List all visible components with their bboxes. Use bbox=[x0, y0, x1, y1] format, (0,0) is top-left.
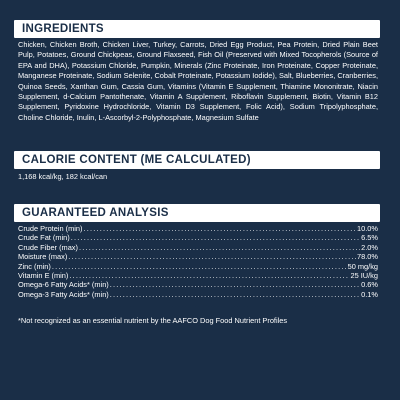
analysis-row bbox=[18, 233, 378, 242]
analysis-label: Crude Protein (min) bbox=[18, 224, 83, 233]
analysis-label: Crude Fiber (max) bbox=[18, 242, 78, 252]
analysis-value: 0.6% bbox=[361, 280, 378, 290]
dot-leader bbox=[110, 290, 360, 299]
dot-leader bbox=[83, 224, 356, 233]
dot-leader bbox=[69, 271, 349, 280]
analysis-label: Vitamin E (min) bbox=[18, 270, 69, 280]
analysis-row bbox=[18, 252, 378, 261]
analysis-label: Omega-6 Fatty Acids* (min) bbox=[18, 280, 109, 290]
analysis-value: 78.0% bbox=[357, 252, 378, 262]
analysis-value: 50 mg/kg bbox=[347, 261, 378, 271]
analysis-row bbox=[18, 224, 378, 233]
calorie-content: 1,168 kcal/kg, 182 kcal/can bbox=[18, 172, 108, 181]
dot-leader bbox=[52, 262, 347, 271]
analysis-value: 10.0% bbox=[357, 224, 378, 233]
analysis-heading: GUARANTEED ANALYSIS bbox=[14, 204, 380, 222]
analysis-value: 0.1% bbox=[361, 289, 378, 299]
calorie-heading: CALORIE CONTENT (ME CALCULATED) bbox=[14, 151, 380, 169]
analysis-label: Moisture (max) bbox=[18, 252, 68, 262]
analysis-row bbox=[18, 290, 378, 299]
analysis-label: Zinc (min) bbox=[18, 261, 51, 271]
analysis-row bbox=[18, 243, 378, 252]
analysis-row bbox=[18, 280, 378, 289]
dot-leader bbox=[71, 233, 360, 242]
analysis-value: 25 IU/kg bbox=[350, 270, 378, 280]
analysis-label: Crude Fat (min) bbox=[18, 233, 70, 243]
dot-leader bbox=[68, 252, 356, 261]
nutrition-panel bbox=[14, 0, 386, 400]
dot-leader bbox=[79, 243, 360, 252]
analysis-row bbox=[18, 271, 378, 280]
aafco-footnote: *Not recognized as an essential nutrient by the AAFCO Dog Food Nutrient Profiles bbox=[18, 316, 288, 325]
analysis-value: 6.5% bbox=[361, 233, 378, 243]
dot-leader bbox=[110, 280, 360, 289]
analysis-row bbox=[18, 262, 378, 271]
analysis-label: Omega-3 Fatty Acids* (min) bbox=[18, 289, 109, 299]
ingredients-heading: INGREDIENTS bbox=[14, 20, 380, 38]
guaranteed-analysis-table bbox=[18, 224, 378, 299]
ingredients-list: Chicken, Chicken Broth, Chicken Liver, Turkey, Carrots, Dried Egg Product, Pea Protein, Dried Plain Beet Pulp, Potatoes, Ground Chickpeas, Ground Flaxseed, Fish Oil (Preserved with Mixed Tocopherols (Source of EPA and DHA), Potassium Chloride, Pumpkin, Minerals (Zinc Proteinate, Iron Proteinate, Copper Proteinate, Manganese Proteinate, Sodium Selenite, Cobalt Proteinate, Potassium Iodide), Salt, Blueberries, Cranberries, Quinoa Seeds, Xanthan Gum, Cassia Gum, Vitamins (Vitamin E Supplement, Thiamine Mononitrate, Niacin Supplement, d-Calcium Pantothenate, Vitamin A Supplement, Riboflavin Supplement, Biotin, Vitamin B12 Supplement, Pyridoxine Hydrochloride, Vitamin D3 Supplement, Folic Acid), Sodium Tripolyphosphate, Choline Chloride, Inulin, L-Ascorbyl-2-Polyphosphate, Magnesium Sulfate bbox=[18, 40, 378, 122]
analysis-value: 2.0% bbox=[361, 242, 378, 252]
